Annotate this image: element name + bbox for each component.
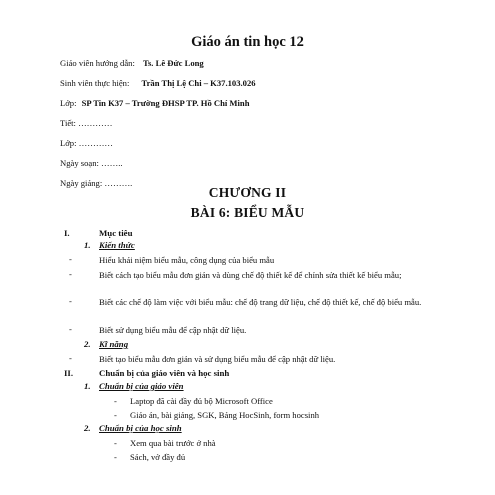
section-1-sub-1-number: 1.	[84, 240, 91, 250]
list-item: Biết tạo biểu mẫu đơn giản và sử dụng biểu mẫu để cập nhật dữ liệu.	[99, 354, 336, 364]
supervisor-value: Ts. Lê Đức Long	[143, 58, 204, 68]
bullet-dash: -	[69, 324, 72, 334]
bullet-dash: -	[69, 269, 72, 279]
class-line	[60, 98, 249, 108]
class-label: Lớp:	[60, 98, 77, 108]
class-value: SP Tin K37 – Trường ĐHSP TP. Hồ Chí Minh	[81, 98, 250, 108]
date-prepared-line: Ngày soạn: ……..	[60, 158, 123, 168]
section-2-sub-2-title: Chuẩn bị của học sinh	[99, 423, 182, 433]
section-1-title: Mục tiêu	[99, 228, 133, 238]
grade-line: Lớp: …………	[60, 138, 114, 148]
student-value: Trần Thị Lệ Chi – K37.103.026	[141, 78, 256, 88]
list-item: Xem qua bài trước ở nhà	[130, 438, 216, 448]
section-1-sub-2-title: Kĩ năng	[99, 339, 129, 349]
section-2-sub-2-number: 2.	[84, 423, 91, 433]
bullet-dash: -	[114, 452, 117, 462]
list-item: Laptop đã cài đầy đủ bộ Microsoft Office	[130, 396, 273, 406]
list-item: Sách, vở đầy đủ	[130, 452, 186, 462]
section-1-number: I.	[64, 228, 70, 238]
section-1-sub-2-number: 2.	[84, 339, 91, 349]
list-item: Hiểu khái niệm biểu mẫu, công dụng của biểu mẫu	[99, 255, 275, 265]
section-2-sub-1-title: Chuẩn bị của giáo viên	[99, 381, 184, 391]
list-item: Biết sử dụng biểu mẫu để cập nhật dữ liệu.	[99, 325, 247, 335]
section-2-title: Chuẩn bị của giáo viên và học sinh	[99, 368, 230, 378]
bullet-dash: -	[114, 438, 117, 448]
document-title: Giáo án tin học 12	[191, 34, 304, 50]
supervisor-line	[60, 58, 204, 68]
bullet-dash: -	[69, 353, 72, 363]
student-label: Sinh viên thực hiện:	[60, 78, 130, 88]
list-item: Biết cách tạo biểu mẫu đơn giản và dùng chế độ thiết kế để chỉnh sửa thiết kế biểu mẫu;	[99, 270, 402, 280]
period-line: Tiết: …………	[60, 118, 113, 128]
section-1-sub-1-title: Kiến thức	[99, 240, 135, 250]
chapter-heading: CHƯƠNG II	[208, 185, 287, 200]
lesson-heading: BÀI 6: BIỂU MẪU	[190, 205, 305, 220]
bullet-dash: -	[114, 396, 117, 406]
date-taught-line: Ngày giảng: ……….	[60, 178, 133, 188]
list-item: Giáo án, bài giảng, SGK, Bảng HocSinh, form hocsinh	[130, 410, 320, 420]
bullet-dash: -	[69, 254, 72, 264]
list-item: Biết các chế độ làm việc với biểu mẫu: chế độ trang dữ liệu, chế độ thiết kế, chế độ biểu mẫu.	[99, 297, 422, 307]
section-2-sub-1-number: 1.	[84, 381, 91, 391]
student-line	[60, 78, 256, 88]
section-2-number: II.	[64, 368, 74, 378]
bullet-dash: -	[114, 410, 117, 420]
supervisor-label: Giáo viên hướng dẫn:	[60, 58, 135, 68]
bullet-dash: -	[69, 296, 72, 306]
